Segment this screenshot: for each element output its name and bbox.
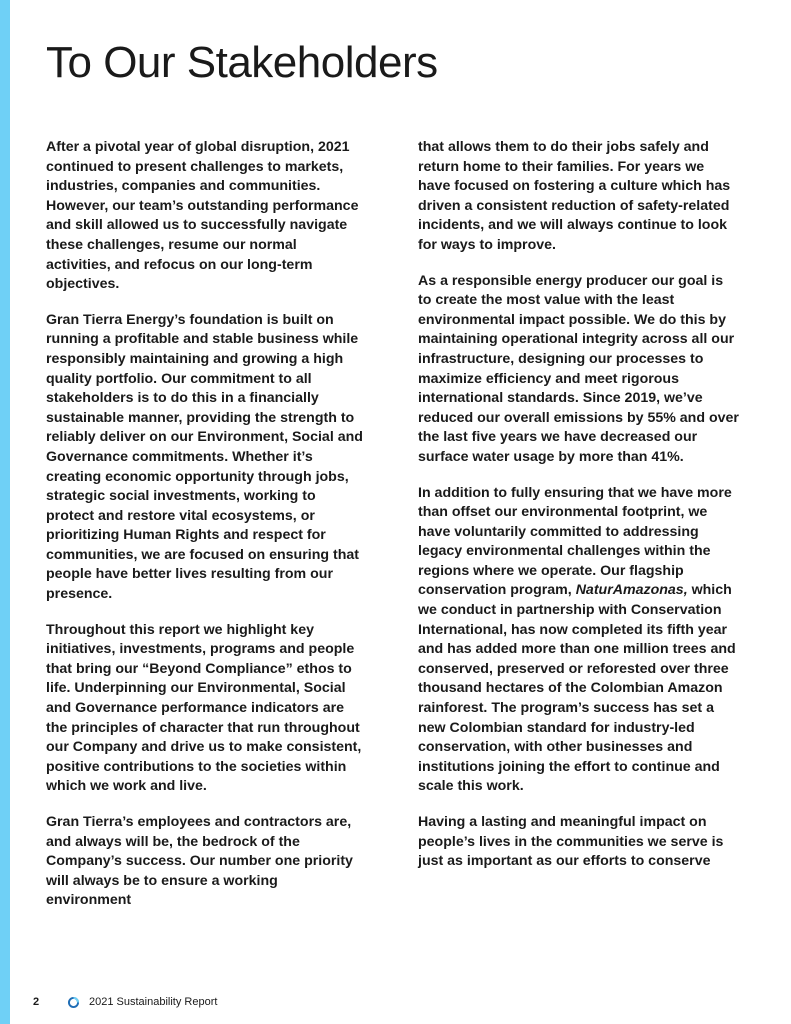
paragraph: Throughout this report we highlight key initiatives, investments, programs and people that bring our “Beyond Compliance” ethos to life. Underpinning our Environmental, Social and Governance performance indicators are the principles of character that run throughout our Company and drive us to make consistent, positive contributions to the societies within which we work and live. (46, 621, 362, 795)
paragraph: After a pivotal year of global disruption, 2021 continued to present challenges to markets, industries, companies and communities. However, our team’s outstanding performance and skill allowed us to successfully navigate these challenges, resume our normal activities, and refocus on our long-term objectives. (46, 139, 359, 293)
paragraph (418, 484, 740, 798)
paragraph-text: which we conduct in partnership with Conservation International, has now completed its fifth year and has added more than one million trees and conserved, preserved or reforested over three thousand hectares of the Colombian Amazon rainforest. The program’s success has set a new Colombian standard for industry-led conservation, with other businesses and institutions joining the effort to continue and scale this work. (418, 582, 736, 795)
page-footer (33, 994, 217, 1010)
page-number: 2 (33, 996, 40, 1008)
paragraph: As a responsible energy producer our goal is to create the most value with the least environmental impact possible. We do this by maintaining operational integrity across all our infrastructure, designing our processes to maximize efficiency and meet rigorous international standards. Since 2019, we’ve reduced our overall emissions by 55% and over the last five years we have decreased our surface water usage by more than 41%. (418, 272, 739, 465)
right-column (418, 138, 740, 872)
page-title: To Our Stakeholders (46, 38, 438, 87)
ring-logo-icon (67, 996, 80, 1009)
paragraph: Gran Tierra’s employees and contractors are, and always will be, the bedrock of the Company’s success. Our number one priority will always be to ensure a working environment (46, 814, 353, 909)
paragraph: that allows them to do their jobs safely and return home to their families. For years we have focused on fostering a culture which has driven a consistent reduction of safety-related incidents, and we will always continue to look for ways to improve. (418, 139, 731, 253)
paragraph-text: In addition to fully ensuring that we have more than offset our environmental footprint, we have voluntarily committed to addressing legacy environmental challenges within the regions where we operate. Our flagship conservation program, (418, 484, 732, 599)
report-title: 2021 Sustainability Report (89, 996, 218, 1008)
program-name: NaturAmazonas, (575, 582, 688, 599)
paragraph: Gran Tierra Energy’s foundation is built on running a profitable and stable business while responsibly maintaining and growing a high quality portfolio. Our commitment to all stakeholders is to do this in a financially sustainable manner, providing the strength to reliably deliver on our Environment, Social and Governance commitments. Whether it’s creating economic opportunity through jobs, strategic social investments, working to protect and restore vital ecosystems, or prioritizing Human Rights and respect for communities, we are focused on ensuring that people have better lives resulting from our presence. (46, 311, 363, 603)
left-column (46, 138, 364, 911)
paragraph: Having a lasting and meaningful impact on people’s lives in the communities we serve is just as important as our efforts to conserve (418, 814, 724, 870)
accent-bar (0, 0, 10, 1024)
